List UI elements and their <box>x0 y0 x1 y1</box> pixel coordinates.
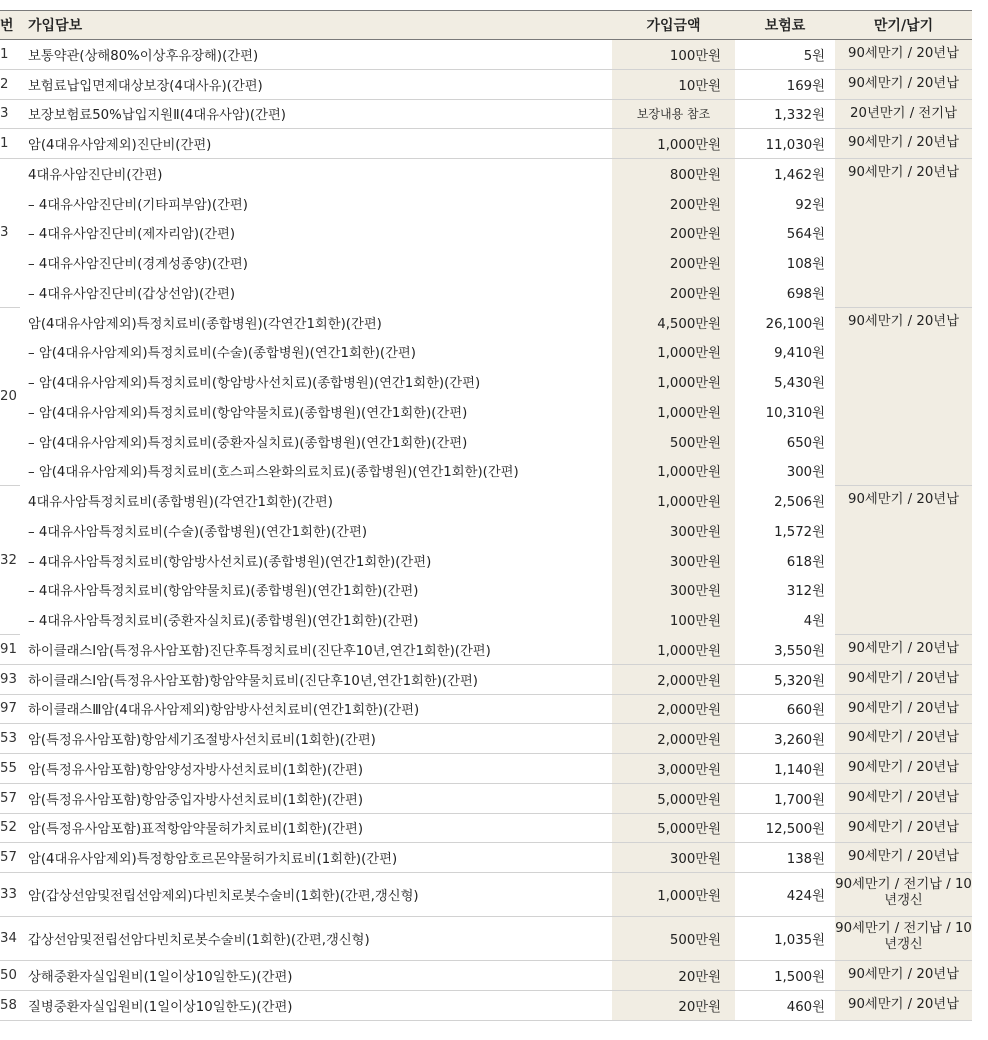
sub-coverage-name: – 4대유사암특정치료비(항암방사선치료)(종합병원)(연간1회한)(간편) <box>28 554 432 570</box>
row-no: 20 <box>0 307 20 486</box>
coverage-premium: 26,100원 <box>765 316 825 332</box>
sub-coverage-name: – 암(4대유사암제외)특정치료비(호스피스완화의료치료)(종합병원)(연간1회한)(간편) <box>28 465 519 481</box>
coverage-premium: 92원 <box>795 197 825 213</box>
table-row <box>0 218 972 248</box>
table-row <box>0 278 972 308</box>
coverage-name: 갑상선암및전립선암다빈치로봇수술비(1회한)(간편,갱신형) <box>20 917 612 961</box>
coverage-term: 90세만기 / 20년납 <box>835 635 972 665</box>
coverage-amount: 500만원 <box>612 426 735 456</box>
table-row <box>0 783 972 813</box>
coverage-amount: 5,000만원 <box>612 813 735 843</box>
table-row <box>0 635 972 665</box>
table-row <box>0 307 972 337</box>
row-no: 34 <box>0 917 20 961</box>
coverage-premium: 5원 <box>735 40 835 70</box>
coverage-term: 90세만기 / 20년납 <box>835 664 972 694</box>
coverage-amount: 5,000만원 <box>612 783 735 813</box>
sub-coverage-name: – 4대유사암진단비(기타피부암)(간편) <box>28 197 248 213</box>
coverage-term: 90세만기 / 20년납 <box>835 40 972 70</box>
header-coverage: 가입담보 <box>20 11 612 40</box>
table-row <box>0 248 972 278</box>
coverage-premium: 424원 <box>735 873 835 917</box>
header-term: 만기/납기 <box>835 11 972 40</box>
row-no: 1 <box>0 40 20 70</box>
table-row <box>0 516 972 546</box>
coverage-amount: 1,000만원 <box>612 367 735 397</box>
table-row <box>0 813 972 843</box>
coverage-name: 보험료납입면제대상보장(4대사유)(간편) <box>20 69 612 99</box>
coverage-amount: 1,000만원 <box>612 397 735 427</box>
coverage-name: 암(4대유사암제외)특정항암호르몬약물허가치료비(1회한)(간편) <box>20 843 612 873</box>
coverage-amount: 1,000만원 <box>612 635 735 665</box>
coverage-name: 보통약관(상해80%이상후유장해)(간편) <box>20 40 612 70</box>
coverage-amount: 20만원 <box>612 961 735 991</box>
header-no: 번 <box>0 11 20 40</box>
coverage-name: 4대유사암진단비(간편) <box>28 168 163 184</box>
coverage-amount: 300만원 <box>612 545 735 575</box>
coverage-amount: 300만원 <box>612 575 735 605</box>
table-row <box>0 694 972 724</box>
coverage-term: 90세만기 / 20년납 <box>835 813 972 843</box>
coverage-term: 90세만기 / 20년납 <box>835 129 972 159</box>
coverage-premium: 4원 <box>803 614 825 630</box>
coverage-amount: 300만원 <box>612 516 735 546</box>
coverage-term: 90세만기 / 20년납 <box>835 754 972 784</box>
coverage-term: 90세만기 / 전기납 / 10년갱신 <box>835 917 972 961</box>
table-row <box>0 129 972 159</box>
row-no: 53 <box>0 724 20 754</box>
coverage-amount: 4,500만원 <box>612 307 735 337</box>
sub-coverage-name: – 암(4대유사암제외)특정치료비(수술)(종합병원)(연간1회한)(간편) <box>28 346 416 362</box>
coverage-premium: 11,030원 <box>735 129 835 159</box>
row-no: 93 <box>0 664 20 694</box>
sub-coverage-name: – 4대유사암진단비(제자리암)(간편) <box>28 227 236 243</box>
coverage-premium: 10,310원 <box>765 405 825 421</box>
coverage-amount: 10만원 <box>612 69 735 99</box>
coverage-premium: 138원 <box>735 843 835 873</box>
table-row <box>0 545 972 575</box>
coverage-premium: 2,506원 <box>774 495 825 511</box>
coverage-amount: 200만원 <box>612 188 735 218</box>
table-row <box>0 664 972 694</box>
coverage-premium: 169원 <box>735 69 835 99</box>
coverage-premium: 564원 <box>786 227 825 243</box>
coverage-table <box>0 10 972 1021</box>
coverage-name: 4대유사암특정치료비(종합병원)(각연간1회한)(간편) <box>28 495 333 511</box>
row-no: 33 <box>0 873 20 917</box>
coverage-amount: 3,000만원 <box>612 754 735 784</box>
table-row <box>0 69 972 99</box>
table-row <box>0 40 972 70</box>
table-row <box>0 990 972 1020</box>
row-no: 97 <box>0 694 20 724</box>
row-no: 91 <box>0 635 20 665</box>
row-no: 50 <box>0 961 20 991</box>
coverage-premium: 460원 <box>735 990 835 1020</box>
table-row <box>0 843 972 873</box>
coverage-amount: 1,000만원 <box>612 337 735 367</box>
coverage-amount: 20만원 <box>612 990 735 1020</box>
table-row <box>0 754 972 784</box>
coverage-premium: 1,572원 <box>774 524 825 540</box>
coverage-amount: 300만원 <box>612 843 735 873</box>
coverage-name: 하이클래스Ⅰ암(특정유사암포함)진단후특정치료비(진단후10년,연간1회한)(간편) <box>20 635 612 665</box>
coverage-amount: 1,000만원 <box>612 486 735 516</box>
coverage-premium: 3,260원 <box>735 724 835 754</box>
sub-coverage-name: – 암(4대유사암제외)특정치료비(중환자실치료)(종합병원)(연간1회한)(간편) <box>28 435 468 451</box>
coverage-premium: 5,320원 <box>735 664 835 694</box>
coverage-term: 90세만기 / 20년납 <box>835 307 972 486</box>
table-row <box>0 456 972 486</box>
coverage-amount: 1,000만원 <box>612 873 735 917</box>
coverage-premium: 650원 <box>786 435 825 451</box>
row-no: 3 <box>0 99 20 129</box>
coverage-term: 90세만기 / 20년납 <box>835 486 972 635</box>
coverage-amount: 100만원 <box>612 605 735 635</box>
sub-coverage-name: – 암(4대유사암제외)특정치료비(항암방사선치료)(종합병원)(연간1회한)(간편) <box>28 376 481 392</box>
sub-coverage-name: – 4대유사암특정치료비(수술)(종합병원)(연간1회한)(간편) <box>28 524 368 540</box>
coverage-amount: 1,000만원 <box>612 456 735 486</box>
row-no: 58 <box>0 990 20 1020</box>
coverage-premium: 1,462원 <box>774 168 825 184</box>
row-no: 1 <box>0 129 20 159</box>
coverage-name: 암(갑상선암및전립선암제외)다빈치로봇수술비(1회한)(간편,갱신형) <box>20 873 612 917</box>
header-premium: 보험료 <box>735 11 835 40</box>
coverage-name: 상해중환자실입원비(1일이상10일한도)(간편) <box>20 961 612 991</box>
coverage-amount: 100만원 <box>612 40 735 70</box>
coverage-amount: 200만원 <box>612 248 735 278</box>
sub-coverage-name: – 4대유사암특정치료비(항암약물치료)(종합병원)(연간1회한)(간편) <box>28 584 419 600</box>
header-amount: 가입금액 <box>612 11 735 40</box>
coverage-term: 90세만기 / 20년납 <box>835 159 972 308</box>
row-no: 57 <box>0 843 20 873</box>
coverage-amount: 200만원 <box>612 278 735 308</box>
coverage-name: 암(특정유사암포함)항암세기조절방사선치료비(1회한)(간편) <box>20 724 612 754</box>
coverage-term: 90세만기 / 20년납 <box>835 724 972 754</box>
table-row <box>0 724 972 754</box>
sub-coverage-name: – 4대유사암특정치료비(중환자실치료)(종합병원)(연간1회한)(간편) <box>28 614 419 630</box>
coverage-term: 90세만기 / 20년납 <box>835 69 972 99</box>
row-no: 52 <box>0 813 20 843</box>
coverage-name: 암(4대유사암제외)진단비(간편) <box>20 129 612 159</box>
table-row <box>0 367 972 397</box>
coverage-premium: 300원 <box>786 465 825 481</box>
row-no: 2 <box>0 69 20 99</box>
coverage-term: 90세만기 / 20년납 <box>835 694 972 724</box>
coverage-premium: 1,700원 <box>735 783 835 813</box>
coverage-name: 암(특정유사암포함)항암양성자방사선치료비(1회한)(간편) <box>20 754 612 784</box>
coverage-premium: 618원 <box>786 554 825 570</box>
coverage-term: 90세만기 / 20년납 <box>835 843 972 873</box>
table-row <box>0 917 972 961</box>
coverage-amount: 200만원 <box>612 218 735 248</box>
sub-coverage-name: – 4대유사암진단비(갑상선암)(간편) <box>28 286 236 302</box>
table-row <box>0 426 972 456</box>
table-row <box>0 575 972 605</box>
table-row <box>0 159 972 189</box>
coverage-term: 90세만기 / 20년납 <box>835 783 972 813</box>
row-no: 32 <box>0 486 20 635</box>
table-row <box>0 188 972 218</box>
coverage-name: 보장보험료50%납입지원Ⅱ(4대유사암)(간편) <box>20 99 612 129</box>
coverage-amount: 2,000만원 <box>612 664 735 694</box>
row-no: 57 <box>0 783 20 813</box>
coverage-term: 90세만기 / 전기납 / 10년갱신 <box>835 873 972 917</box>
coverage-amount: 2,000만원 <box>612 694 735 724</box>
table-row <box>0 337 972 367</box>
coverage-amount: 800만원 <box>612 159 735 189</box>
coverage-amount: 보장내용 참조 <box>612 99 735 129</box>
coverage-name: 암(4대유사암제외)특정치료비(종합병원)(각연간1회한)(간편) <box>28 316 382 332</box>
coverage-premium: 312원 <box>786 584 825 600</box>
coverage-premium: 1,500원 <box>735 961 835 991</box>
coverage-premium: 1,035원 <box>735 917 835 961</box>
table-body <box>0 40 972 1021</box>
coverage-premium: 9,410원 <box>774 346 825 362</box>
sub-coverage-name: – 암(4대유사암제외)특정치료비(항암약물치료)(종합병원)(연간1회한)(간편) <box>28 405 468 421</box>
table-row <box>0 605 972 635</box>
coverage-premium: 12,500원 <box>735 813 835 843</box>
coverage-premium: 698원 <box>786 286 825 302</box>
coverage-name: 하이클래스Ⅰ암(특정유사암포함)항암약물치료비(진단후10년,연간1회한)(간편) <box>20 664 612 694</box>
row-no: 3 <box>0 159 20 308</box>
coverage-amount: 2,000만원 <box>612 724 735 754</box>
coverage-name: 하이클래스Ⅲ암(4대유사암제외)항암방사선치료비(연간1회한)(간편) <box>20 694 612 724</box>
coverage-term: 20년만기 / 전기납 <box>835 99 972 129</box>
table-row <box>0 486 972 516</box>
sub-coverage-name: – 4대유사암진단비(경계성종양)(간편) <box>28 257 248 273</box>
coverage-premium: 1,140원 <box>735 754 835 784</box>
row-no: 55 <box>0 754 20 784</box>
coverage-name: 암(특정유사암포함)표적항암약물허가치료비(1회한)(간편) <box>20 813 612 843</box>
table-row <box>0 961 972 991</box>
coverage-premium: 660원 <box>735 694 835 724</box>
table-row <box>0 873 972 917</box>
coverage-amount: 1,000만원 <box>612 129 735 159</box>
coverage-premium: 3,550원 <box>735 635 835 665</box>
coverage-premium: 1,332원 <box>735 99 835 129</box>
coverage-name: 질병중환자실입원비(1일이상10일한도)(간편) <box>20 990 612 1020</box>
coverage-premium: 108원 <box>786 257 825 273</box>
coverage-amount: 500만원 <box>612 917 735 961</box>
table-row <box>0 397 972 427</box>
coverage-term: 90세만기 / 20년납 <box>835 961 972 991</box>
table-header <box>0 11 972 40</box>
coverage-term: 90세만기 / 20년납 <box>835 990 972 1020</box>
coverage-premium: 5,430원 <box>774 376 825 392</box>
coverage-name: 암(특정유사암포함)항암중입자방사선치료비(1회한)(간편) <box>20 783 612 813</box>
table-row <box>0 99 972 129</box>
